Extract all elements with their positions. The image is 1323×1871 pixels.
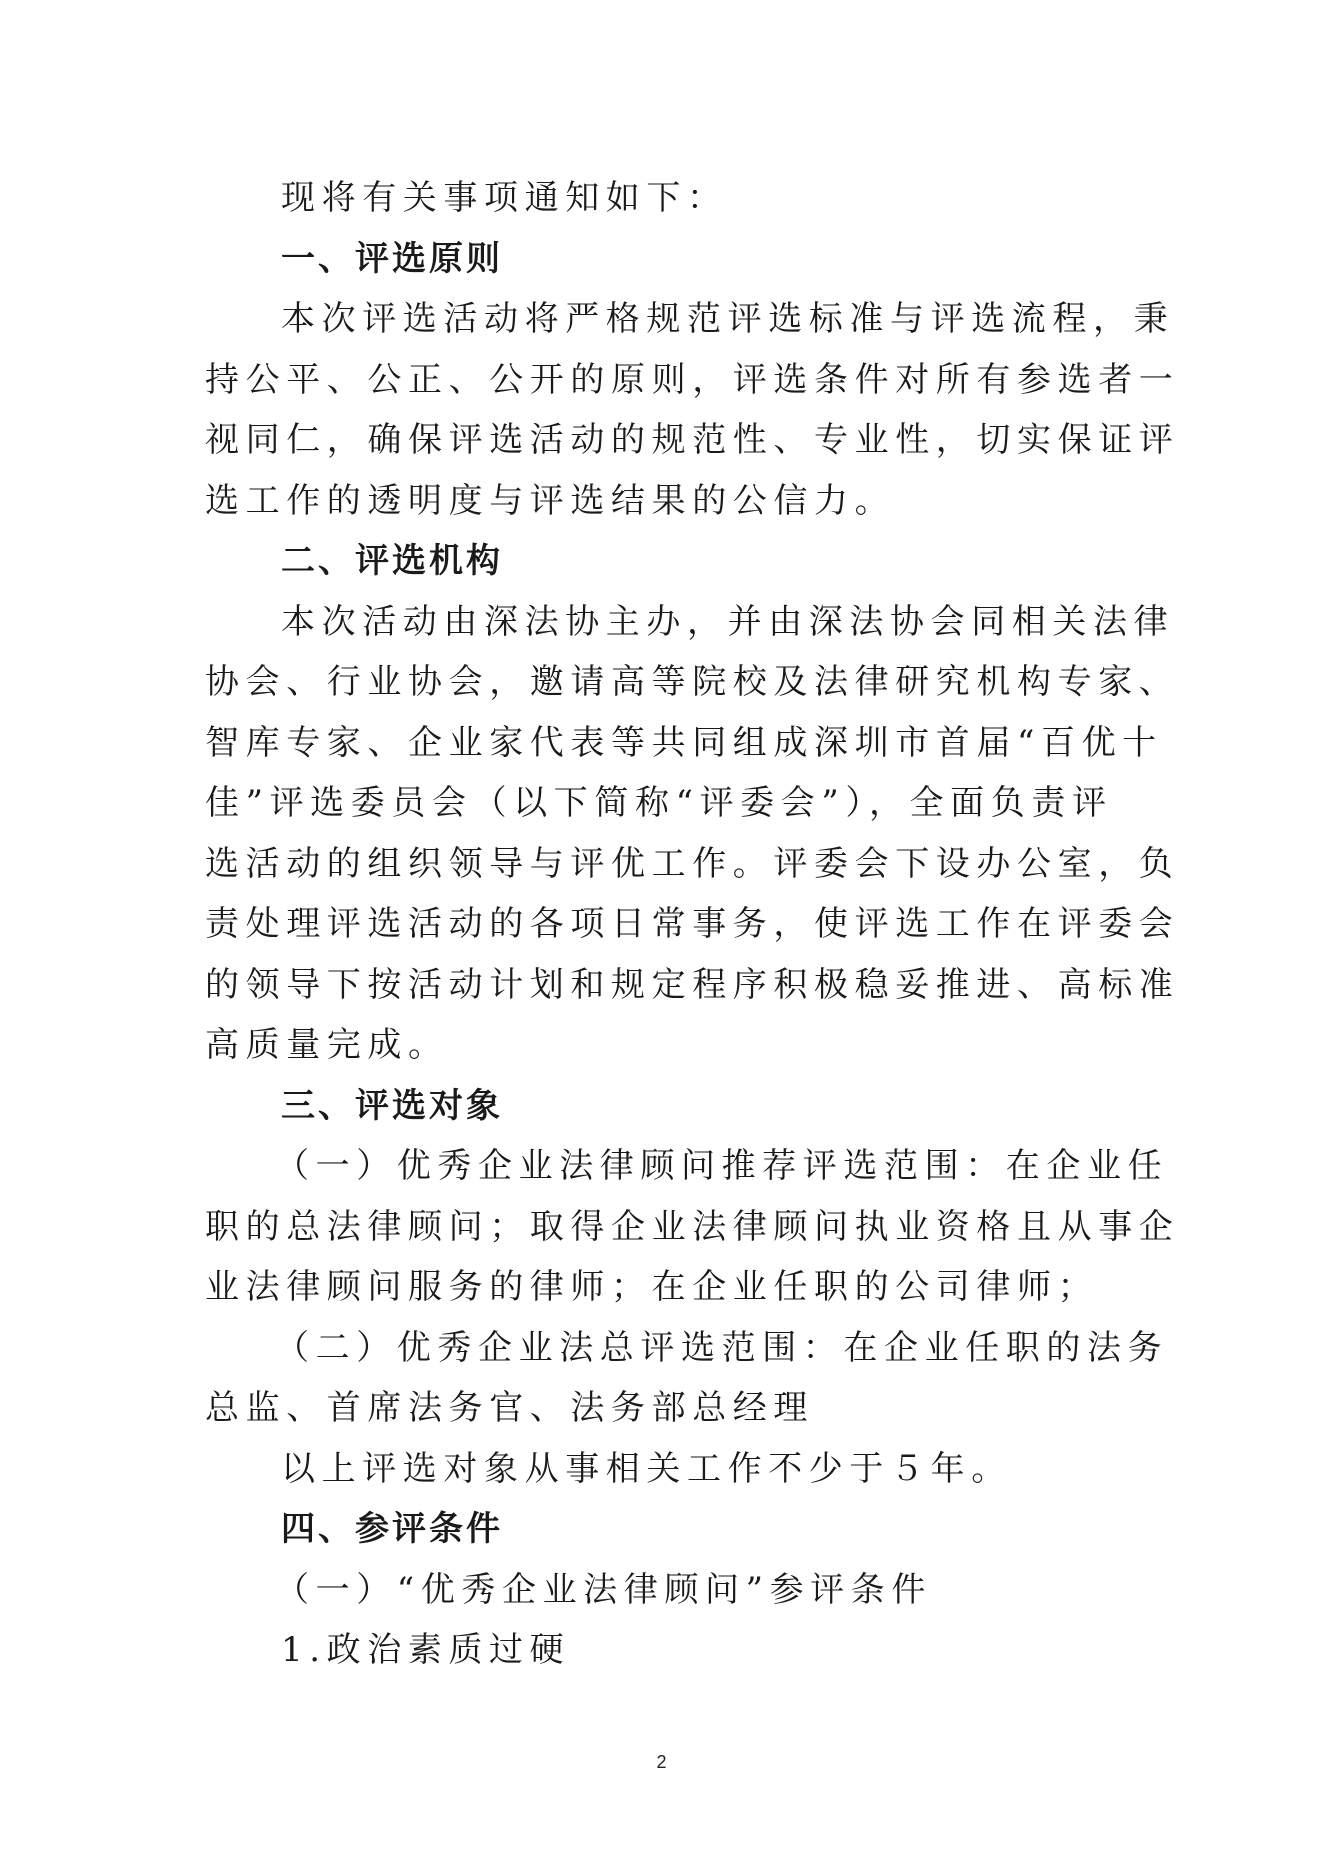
paragraph-line: 职的总法律顾问；取得企业法律顾问执业资格且从事企 bbox=[205, 1206, 1180, 1247]
section-heading: 一、评选原则 bbox=[281, 238, 503, 279]
paragraph-line: 智库专家、企业家代表等共同组成深圳市首届“百优十 bbox=[205, 722, 1163, 763]
paragraph-line: （一）优秀企业法律顾问推荐评选范围：在企业任 bbox=[275, 1146, 1169, 1186]
intro-paragraph: 现将有关事项通知如下： bbox=[281, 178, 728, 218]
paragraph-line: 本次评选活动将严格规范评选标准与评选流程，秉 bbox=[281, 299, 1175, 339]
page-number: 2 bbox=[656, 1752, 667, 1772]
paragraph-line: 持公平、公正、公开的原则，评选条件对所有参选者一 bbox=[205, 359, 1180, 400]
paragraph-line: 选工作的透明度与评选结果的公信力。 bbox=[205, 480, 896, 521]
paragraph-line: 业法律顾问服务的律师；在企业任职的公司律师； bbox=[205, 1267, 1099, 1307]
section-heading: 四、参评条件 bbox=[281, 1509, 503, 1549]
paragraph-line: 佳”评选委员会（以下简称“评委会”），全面负责评 bbox=[205, 783, 1113, 823]
subsection-heading: （一）“优秀企业法律顾问”参评条件 bbox=[275, 1569, 932, 1610]
paragraph-line: 总监、首席法务官、法务部总经理 bbox=[205, 1388, 814, 1428]
document-body bbox=[205, 168, 1180, 1681]
paragraph-line: 本次活动由深法协主办，并由深法协会同相关法律 bbox=[281, 601, 1175, 642]
paragraph-line: 高质量完成。 bbox=[205, 1025, 449, 1065]
paragraph-line: （二）优秀企业法总评选范围：在企业任职的法务 bbox=[275, 1327, 1169, 1368]
paragraph-line: 选活动的组织领导与评优工作。评委会下设办公室，负 bbox=[205, 843, 1180, 884]
paragraph-line: 责处理评选活动的各项日常事务，使评选工作在评委会 bbox=[205, 904, 1180, 944]
paragraph-line: 的领导下按活动计划和规定程序积极稳妥推进、高标准 bbox=[205, 964, 1180, 1005]
section-heading: 三、评选对象 bbox=[281, 1085, 503, 1126]
list-item: 1.政治素质过硬 bbox=[281, 1630, 571, 1670]
paragraph-line: 以上评选对象从事相关工作不少于５年。 bbox=[281, 1448, 1012, 1489]
paragraph-line: 视同仁，确保评选活动的规范性、专业性，切实保证评 bbox=[205, 420, 1180, 460]
section-heading: 二、评选机构 bbox=[281, 541, 503, 581]
paragraph-line: 协会、行业协会，邀请高等院校及法律研究机构专家、 bbox=[205, 662, 1180, 702]
